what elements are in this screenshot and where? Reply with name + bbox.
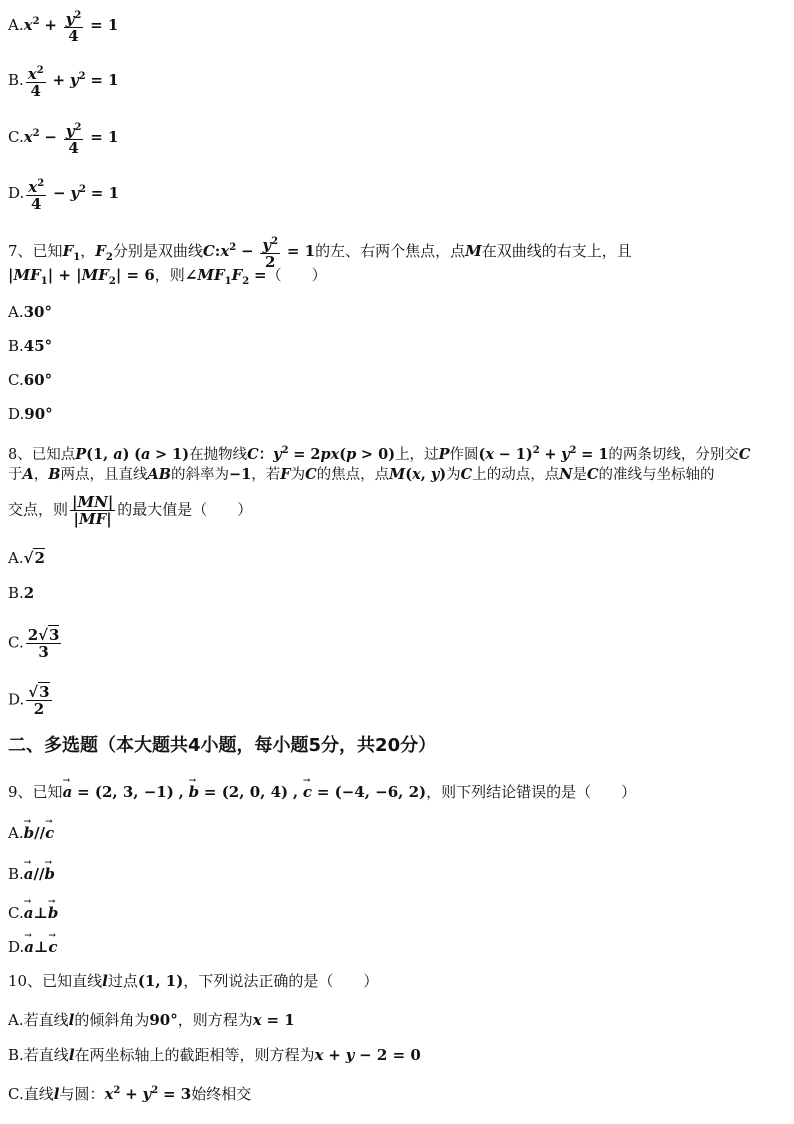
q7-option-c: C.60° — [8, 371, 53, 389]
q7-option-b: B.45° — [8, 337, 53, 355]
q6-option-d: D. $\frac{x^2}{4}$ − $y^2 = 1$ — [8, 178, 120, 213]
q10-option-a: A.若直线l的倾斜角为90°，则方程为x = 1 — [8, 1011, 295, 1029]
section-heading: 二、多选题（本大题共4小题，每小题5分，共20分） — [8, 735, 437, 756]
q7-option-a: A.30° — [8, 303, 52, 321]
q6-option-b: B. $\frac{x^2}{4}$ + $y^2 = 1$ — [8, 65, 119, 100]
q10-option-b: B.若直线l在两坐标轴上的截距相等，则方程为x + y − 2 = 0 — [8, 1046, 421, 1064]
q8-option-c: C. $\frac{2√3}{3}$ — [8, 626, 60, 661]
q8-stem-line2: 于A，B两点，且直线AB的斜率为−1，若F为C的焦点，点M(x, y)为C上的动点，点N是C的准线与坐标轴的 — [8, 466, 715, 483]
q6-option-a: $A.x^2$ + $\frac{y^2}{4}$ = 1 — [8, 10, 119, 45]
q10-option-c: C.直线l与圆：$x^2 + y^2 = 3$始终相交 — [8, 1085, 252, 1103]
q8-stem-line3: 交点，则 $\frac{|MN|}{|MF|}$ 的最大值是（ ） — [8, 493, 253, 528]
q7-option-d: D.90° — [8, 405, 53, 423]
q9-option-b: B.→ a//→ b — [8, 863, 55, 885]
q7-stem-line2: $|MF_1| + |MF_2| = 6$，则$\angle MF_1F_2$ =（ ） — [8, 266, 327, 287]
q9-option-a: A.→ b//→ c — [8, 822, 54, 844]
q8-option-b: B.2 — [8, 584, 35, 602]
q7-stem-line1: 7、已知$F_1$，$F_2$分别是双曲线$C:x^2$ − $\frac{y^2}{2}$ = 1的左、右两个焦点，点M在双曲线的右支上，且 — [8, 236, 632, 271]
q10-stem: 10、已知直线l过点(1, 1)，下列说法正确的是（ ） — [8, 972, 379, 990]
q6-option-c: $C.x^2$ − $\frac{y^2}{4}$ = 1 — [8, 122, 119, 157]
q8-stem-line1: 8、已知点P(1, a) (a > 1)在抛物线C：$y^2 = 2px(p > 0)$上，过P作圆$(x - 1)^2 + y^2 = 1$的两条切线，分别交C — [8, 445, 751, 463]
q9-stem: 9、已知→ a = (2, 3, −1) , → b = (2, 0, 4) , → c = (−4, −6, 2)，则下列结论错误的是（ ） — [8, 781, 636, 803]
q9-option-c: C.→ a⊥→ b — [8, 902, 58, 924]
q9-option-d: D.→ a⊥→ c — [8, 936, 58, 958]
q8-option-a: A.√2 — [8, 549, 45, 567]
q8-option-d: D. $\frac{√3}{2}$ — [8, 683, 50, 718]
